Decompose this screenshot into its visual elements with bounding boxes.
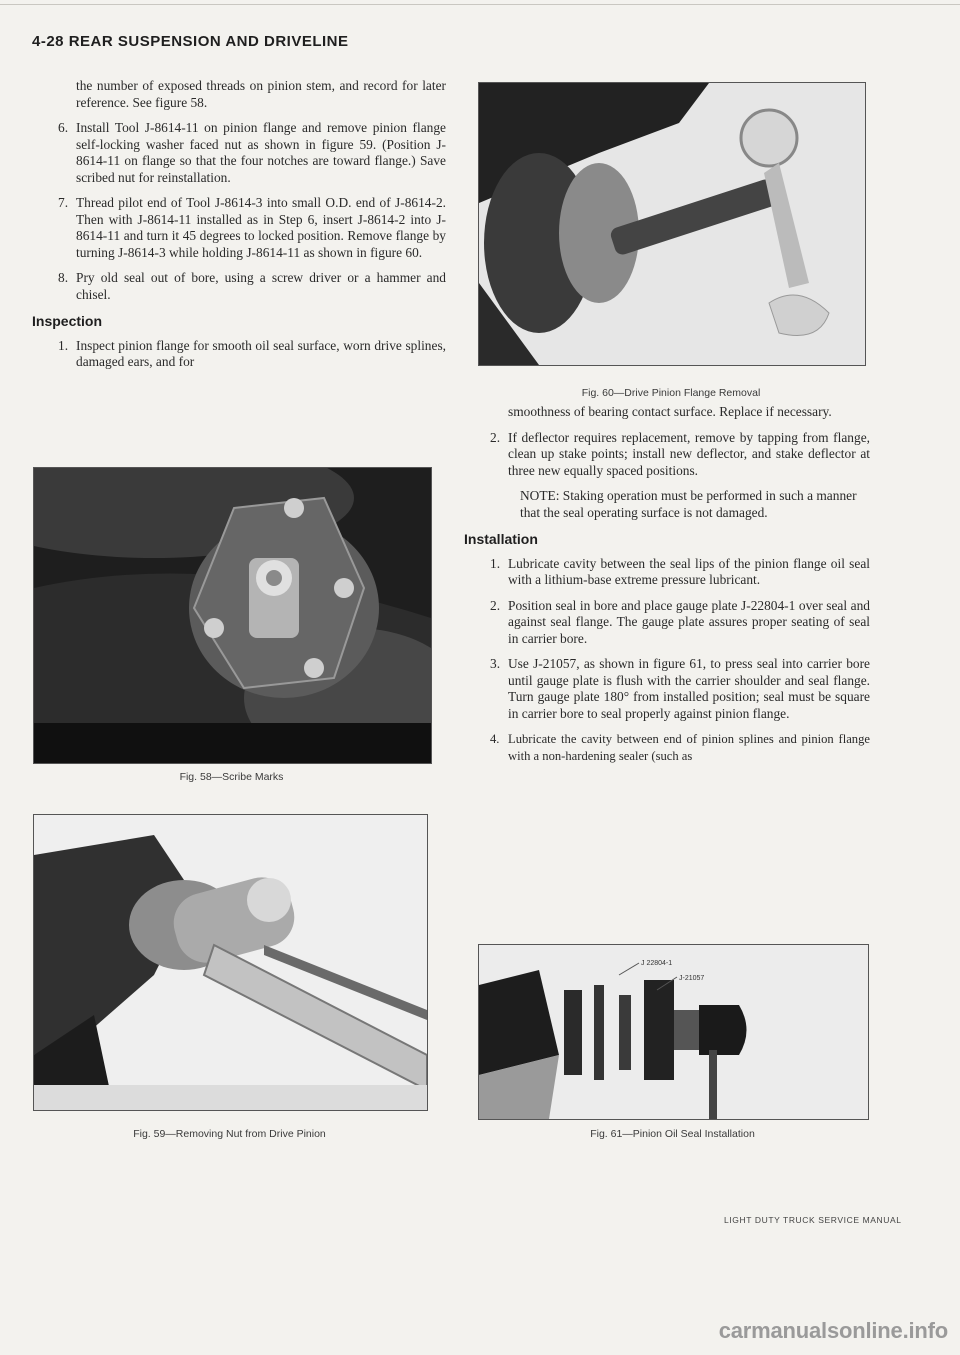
flange-removal-illustration: [479, 83, 865, 365]
step-number: 1.: [490, 555, 501, 571]
step-text: Pry old seal out of bore, using a screw driver or a hammer and chisel.: [76, 270, 446, 302]
page-footer: LIGHT DUTY TRUCK SERVICE MANUAL: [724, 1215, 902, 1225]
step-6: [46, 120, 446, 186]
label-installer: J-21057: [679, 975, 705, 982]
step-number: 3.: [490, 656, 501, 671]
step-text: Thread pilot end of Tool J-8614-3 into small O.D. end of J-8614-2. Then with J-8614-11 installed as in Step 6, insert J-8614-2 into J-8614-11 and turn it 45 degrees to locked position. Remove flange by turning J-8614-3 while holding J-8614-11 as shown in figure 60.: [76, 195, 446, 260]
scribe-marks-illustration: [34, 468, 431, 763]
watermark: carmanualsonline.info: [718, 1318, 948, 1343]
step-text: Lubricate cavity between the seal lips of the pinion flange oil seal with a lithium-base extreme pressure lubricant.: [508, 555, 870, 587]
label-gauge-plate: J 22804-1: [641, 960, 673, 967]
installation-heading: Installation: [464, 531, 538, 547]
step-number: 2.: [490, 429, 501, 445]
figure-61-photo: [478, 944, 869, 1120]
intro-paragraph: the number of exposed threads on pinion stem, and record for later reference. See figure 58.: [76, 78, 446, 110]
step-number: 6.: [58, 120, 69, 135]
step-number: 8.: [58, 270, 69, 285]
continuation-paragraph: smoothness of bearing contact surface. Replace if necessary.: [508, 404, 832, 419]
step-text: Lubricate the cavity between end of pinion splines and pinion flange with a non-hardening sealer (such as: [508, 732, 870, 763]
install-step-3: [478, 656, 870, 722]
figure-58-photo: [33, 467, 432, 764]
figure-59-caption: Fig. 59—Removing Nut from Drive Pinion: [133, 1128, 326, 1140]
step-text: Use J-21057, as shown in figure 61, to press seal into carrier bore until gauge plate is flush with the carrier shoulder and seal flange. Turn gauge plate 180° from installed position; seal must be square in carrier bore to seal properly against pinion flange.: [508, 656, 870, 721]
top-rule: [0, 4, 960, 5]
figure-60-caption: Fig. 60—Drive Pinion Flange Removal: [581, 387, 761, 399]
step-7: [46, 195, 446, 261]
inspection-heading: Inspection: [32, 313, 103, 329]
figure-59-photo: [33, 814, 428, 1111]
right-column: [464, 404, 870, 773]
install-step-4: [478, 731, 870, 764]
step-number: 2.: [490, 597, 501, 613]
step-text: Inspect pinion flange for smooth oil seal surface, worn drive splines, damaged ears, and for: [76, 337, 446, 369]
left-column: [32, 78, 446, 380]
figure-61-caption: Fig. 61—Pinion Oil Seal Installation: [590, 1128, 755, 1140]
step-number: 4.: [490, 732, 500, 746]
step-8: [46, 270, 446, 303]
step-number: 1.: [58, 337, 69, 353]
figure-58-caption: Fig. 58—Scribe Marks: [179, 771, 284, 783]
staking-note: NOTE: Staking operation must be performed in such a manner that the seal operating surface is not damaged.: [520, 488, 857, 520]
step-number: 7.: [58, 195, 69, 210]
install-step-1: [478, 556, 870, 589]
step-text: If deflector requires replacement, remove by tapping from flange, clean up stake points; install new deflector, and stake deflector at three new equally spaced positions.: [508, 429, 870, 478]
step-text: Position seal in bore and place gauge plate J-22804-1 over seal and against seal flange. The gauge plate assures proper seating of seal in carrier bore.: [508, 597, 870, 646]
step-text: Install Tool J-8614-11 on pinion flange and remove pinion flange self-locking washer faced nut as shown in figure 59. (Position J-8614-11 on flange so that the four notches are toward flange.) Save scribed nut for reinstallation.: [76, 120, 446, 185]
inspection-step-1: [46, 338, 446, 371]
install-step-2: [478, 598, 870, 648]
figure-60-photo: [478, 82, 866, 366]
inspection-step-2: [478, 430, 870, 480]
page-header: 4-28 REAR SUSPENSION AND DRIVELINE: [32, 33, 349, 50]
seal-installation-illustration: [479, 945, 868, 1119]
removing-nut-illustration: [34, 815, 427, 1110]
